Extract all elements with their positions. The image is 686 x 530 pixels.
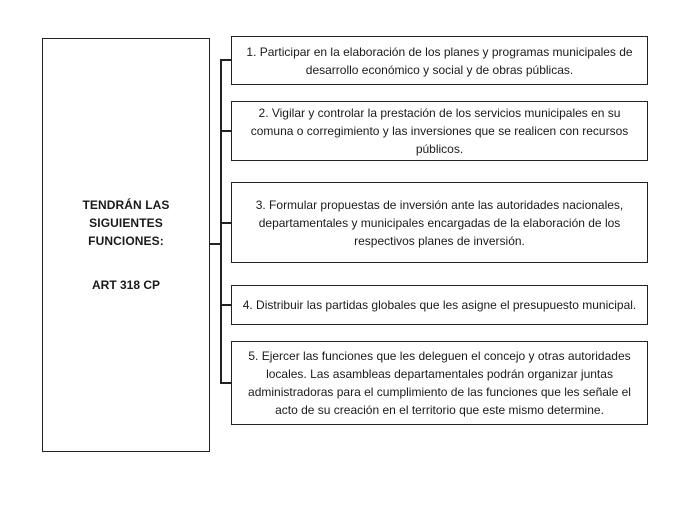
bracket-spine <box>220 59 222 383</box>
function-item-2-text: 2. Vigilar y controlar la prestación de los servicios municipales en su comuna o corregimiento y las inversiones que se realicen con recursos públicos. <box>250 106 629 156</box>
function-item-5-text: 5. Ejercer las funciones que les deleguen el concejo y otras autoridades locales. Las asambleas departamentales podrán organizar juntas administradoras para el cumplimiento de las funciones que les señale el acto de su creación en el territorio que este mismo determine. <box>248 349 631 417</box>
function-item-2 <box>231 101 648 161</box>
main-node-reference: ART 318 CP <box>91 278 161 292</box>
function-item-3-text: 3. Formular propuestas de inversión ante las autoridades nacionales, departamentales y municipales encargadas de la elaboración de los respectivos planes de inversión. <box>255 197 624 248</box>
function-item-1-text: 1. Participar en la elaboración de los planes y programas municipales de desarrollo económico y social y de obras públicas. <box>246 44 633 77</box>
main-node-title: TENDRÁN LAS SIGUIENTES FUNCIONES: <box>82 198 170 248</box>
function-item-1 <box>231 36 648 85</box>
main-node <box>42 38 210 452</box>
function-item-4-text: 4. Distribuir las partidas globales que les asigne el presupuesto municipal. <box>242 298 637 312</box>
function-item-5 <box>231 341 648 425</box>
function-item-4 <box>231 285 648 325</box>
function-item-3 <box>231 182 648 263</box>
